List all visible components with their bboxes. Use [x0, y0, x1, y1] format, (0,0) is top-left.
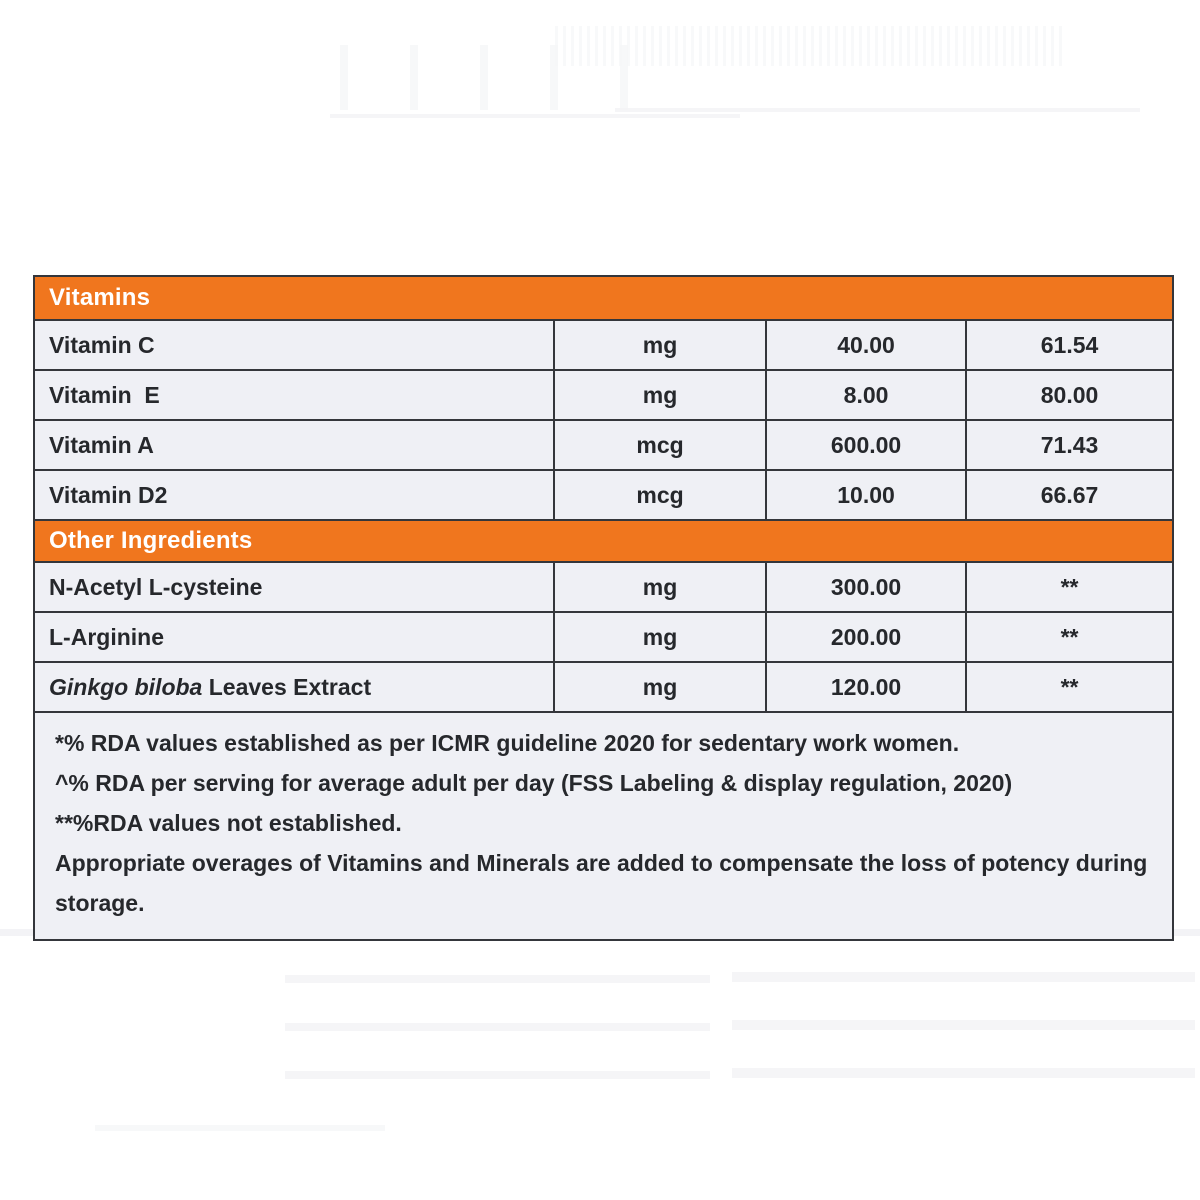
amount-cell: 300.00	[765, 563, 965, 611]
ghost-band	[732, 1068, 1195, 1078]
table-row-nac	[35, 561, 1172, 611]
ingredient-name-cell: Vitamin A	[49, 431, 154, 458]
ghost-band	[285, 1023, 710, 1031]
unit-cell: mg	[553, 321, 765, 369]
ghost-band	[732, 972, 1195, 982]
ingredient-name-rest: Leaves Extract	[202, 673, 372, 700]
table-row-l-arginine	[35, 611, 1172, 661]
ingredient-name-cell: Vitamin E	[49, 381, 160, 408]
ghost-band	[285, 1071, 710, 1079]
ghost-mark	[550, 45, 558, 110]
unit-cell: mg	[553, 613, 765, 661]
table-row-vitamin-d2	[35, 469, 1172, 519]
rda-percent-cell: 80.00	[965, 371, 1172, 419]
unit-cell: mg	[553, 663, 765, 711]
ingredient-name-cell: Vitamin C	[49, 331, 155, 358]
section-title: Vitamins	[49, 284, 151, 311]
unit-cell: mg	[553, 563, 765, 611]
table-row-vitamin-a	[35, 419, 1172, 469]
section-header-other-ingredients	[35, 519, 1172, 561]
unit-cell: mg	[553, 371, 765, 419]
footnote-rda-not-established: **%RDA values not established.	[55, 810, 402, 836]
ghost-mark	[620, 45, 628, 110]
ghost-band	[732, 1020, 1195, 1030]
amount-cell: 8.00	[765, 371, 965, 419]
rda-percent-cell: 66.67	[965, 471, 1172, 519]
amount-cell: 10.00	[765, 471, 965, 519]
table-row-vitamin-e	[35, 369, 1172, 419]
amount-cell: 40.00	[765, 321, 965, 369]
section-header-vitamins	[35, 277, 1172, 319]
table-row-ginkgo-biloba	[35, 661, 1172, 711]
ghost-line	[615, 108, 1140, 112]
section-title: Other Ingredients	[49, 527, 253, 554]
footnote-overages: Appropriate overages of Vitamins and Minerals are added to compensate the loss of potency during storage.	[55, 850, 1148, 916]
unit-cell: mcg	[553, 471, 765, 519]
footnote-rda-icmr: *% RDA values established as per ICMR guideline 2020 for sedentary work women.	[55, 730, 960, 756]
ghost-mark	[410, 45, 418, 110]
amount-cell: 600.00	[765, 421, 965, 469]
ingredient-name-cell: L-Arginine	[49, 623, 164, 650]
ingredient-name-cell	[35, 663, 553, 711]
rda-percent-cell: **	[965, 663, 1172, 711]
nutrition-table	[33, 275, 1174, 941]
rda-percent-cell: 71.43	[965, 421, 1172, 469]
ghost-barcode	[555, 26, 1065, 66]
ghost-mark	[340, 45, 348, 110]
ghost-mark	[480, 45, 488, 110]
amount-cell: 120.00	[765, 663, 965, 711]
ghost-band	[285, 975, 710, 983]
rda-percent-cell: 61.54	[965, 321, 1172, 369]
table-row-vitamin-c	[35, 319, 1172, 369]
ingredient-name-cell: Vitamin D2	[49, 481, 168, 508]
ingredient-name-cell: N-Acetyl L-cysteine	[49, 573, 263, 600]
ghost-line	[330, 114, 740, 118]
rda-percent-cell: **	[965, 613, 1172, 661]
footnote-rda-fss: ^% RDA per serving for average adult per day (FSS Labeling & display regulation, 2020)	[55, 770, 1013, 796]
unit-cell: mcg	[553, 421, 765, 469]
ghost-band	[95, 1125, 385, 1131]
footnotes-block	[35, 711, 1172, 939]
rda-percent-cell: **	[965, 563, 1172, 611]
amount-cell: 200.00	[765, 613, 965, 661]
ingredient-name-latin: Ginkgo biloba	[49, 673, 203, 700]
